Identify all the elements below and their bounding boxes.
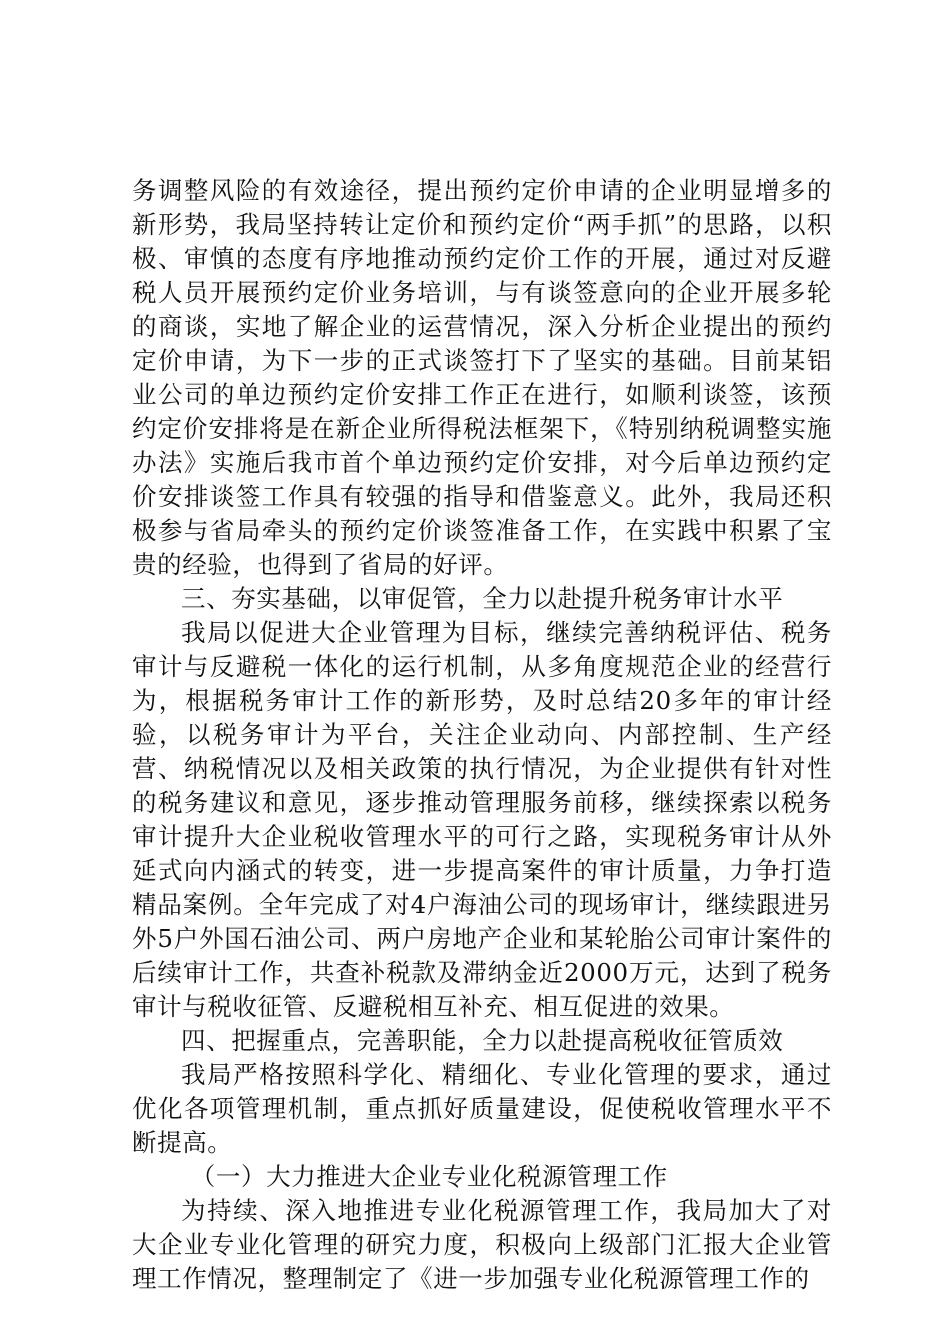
paragraph-management-requirements: 我局严格按照科学化、精细化、专业化管理的要求，通过优化各项管理机制，重点抓好质量建设，促使税收管理水平不断提高。 [132, 1060, 832, 1157]
section-heading-four: 四、把握重点，完善职能，全力以赴提高税收征管质效 [181, 1026, 784, 1055]
paragraph-continued: 务调整风险的有效途径，提出预约定价申请的企业明显增多的新形势，我局坚持转让定价和预约定价“两手抓”的思路，以积极、审慎的态度有序地推动预约定价工作的开展，通过对反避税人员开展预约定价业务培训，与有谈签意向的企业开展多轮的商谈，实地了解企业的运营情况，深入分析企业提出的预约定价申请，为下一步的正式谈签打下了坚实的基础。目前某铝业公司的单边预约定价安排工作正在进行，如顺利谈签，该预约定价安排将是在新企业所得税法框架下，《特别纳税调整实施办法》实施后我市首个单边预约定价安排，对今后单边预约定价安排谈签工作具有较强的指导和借鉴意义。此外，我局还积极参与省局牵头的预约定价谈签准备工作，在实践中积累了宝贵的经验，也得到了省局的好评。 [132, 176, 832, 579]
document-body [132, 174, 832, 1296]
subsection-heading-one: （一）大力推进大企业专业化税源管理工作 [190, 1162, 668, 1191]
paragraph-tax-audit: 我局以促进大企业管理为目标，继续完善纳税评估、税务审计与反避税一体化的运行机制，从多角度规范企业的经营行为，根据税务审计工作的新形势，及时总结20多年的审计经验，以税务审计为平台，关注企业动向、内部控制、生产经营、纳税情况以及相关政策的执行情况，为企业提供有针对性的税务建议和意见，逐步推动管理服务前移，继续探索以税务审计提升大企业税收管理水平的可行之路，实现税务审计从外延式向内涵式的转变，进一步提高案件的审计质量，力争打造精品案例。全年完成了对4户海油公司的现场审计，继续跟进另外5户外国石油公司、两户房地产企业和某轮胎公司审计案件的后续审计工作，共查补税款及滞纳金近2000万元，达到了税务审计与税收征管、反避税相互补充、相互促进的效果。 [132, 618, 832, 1021]
paragraph-specialized-management: 为持续、深入地推进专业化税源管理工作，我局加大了对大企业专业化管理的研究力度，积极向上级部门汇报大企业管理工作情况，整理制定了《进一步加强专业化税源管理工作的 [132, 1196, 832, 1293]
section-heading-three: 三、夯实基础，以审促管，全力以赴提升税务审计水平 [181, 584, 784, 613]
